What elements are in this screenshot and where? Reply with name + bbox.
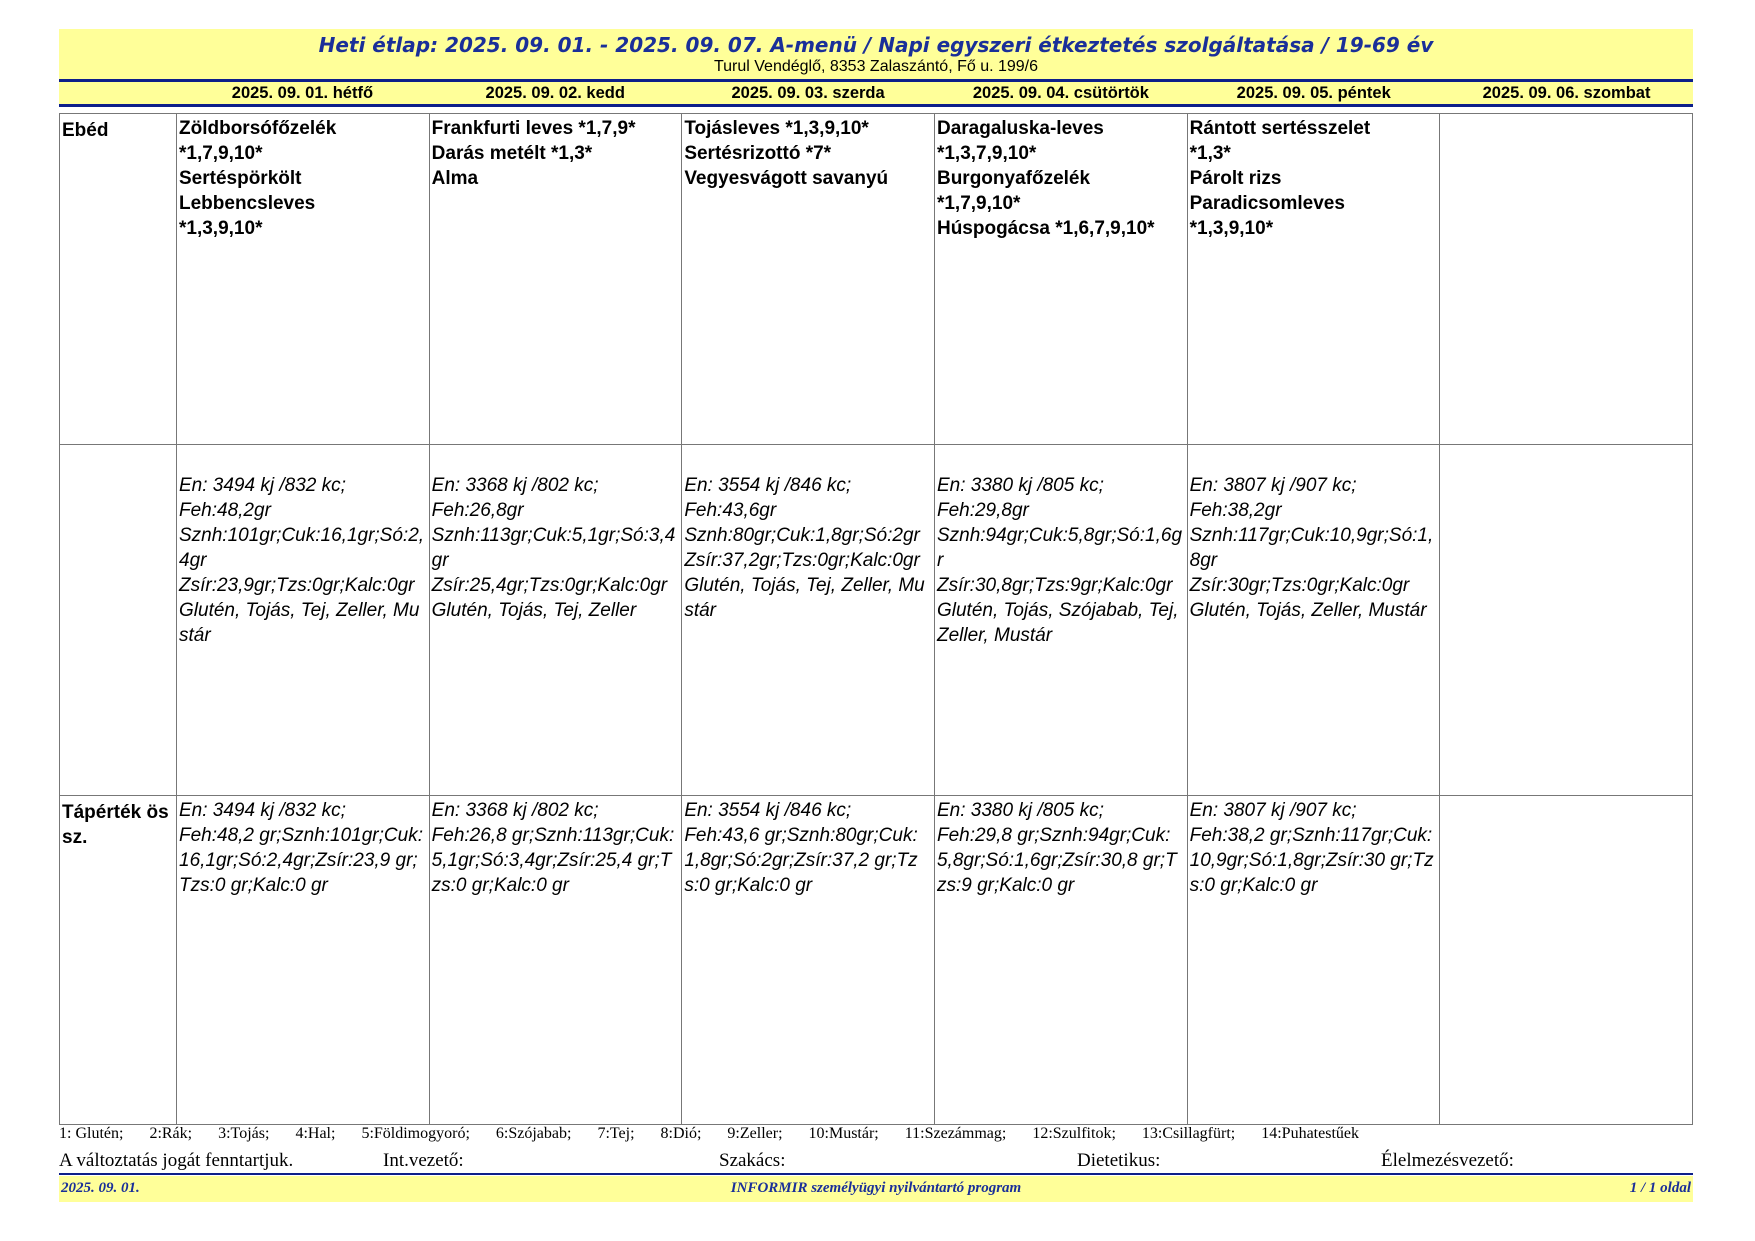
legend-item: 8:Dió; [660,1125,702,1142]
legend-item: 12:Szulfitok; [1032,1125,1116,1142]
day-header: 2025. 09. 02. kedd [485,84,625,102]
legend-item: 4:Hal; [295,1125,336,1142]
footer-date: 2025. 09. 01. [61,1180,140,1196]
menu-grid [59,113,1693,1125]
summary-cell: En: 3807 kj /907 kc; Feh:38,2 gr;Sznh:117gr;Cuk:10,9gr;Só:1,8gr;Zsír:30 gr;Tzs:0 gr;Kalc:0 gr [1187,796,1440,1125]
summary-cell [1440,796,1693,1125]
elelmezesvezeto-label: Élelmezésvezető: [1381,1150,1514,1171]
dish-cell: Frankfurti leves *1,7,9* Darás metélt *1,3* Alma [429,114,682,445]
restaurant-address: Turul Vendéglő, 8353 Zalaszántó, Fő u. 199/6 [713,58,1039,75]
legend-item: 5:Földimogyoró; [361,1125,470,1142]
footer-page-number: 1 / 1 oldal [1629,1180,1691,1196]
nutrition-row [60,445,1693,796]
legend-item: 7:Tej; [597,1125,635,1142]
footer-rule [59,1173,1693,1175]
legend-item: 9:Zeller; [727,1125,783,1142]
nutrition-cell: En: 3368 kj /802 kc; Feh:26,8gr Sznh:113gr;Cuk:5,1gr;Só:3,4gr Zsír:25,4gr;Tzs:0gr;Kalc:0gr Glutén, Tojás, Tej, Zeller [429,445,682,796]
menu-header [59,29,1693,79]
day-header: 2025. 09. 06. szombat [1482,84,1651,102]
legend-item: 11:Szezámmag; [904,1125,1007,1142]
day-header: 2025. 09. 01. hétfő [231,84,374,102]
legend-item: 14:Puhatestűek [1261,1125,1359,1142]
allergen-legend [59,1125,1693,1143]
legend-item: 13:Csillagfürt; [1141,1125,1236,1142]
day-header: 2025. 09. 04. csütörtök [972,84,1149,102]
nutrition-cell: En: 3494 kj /832 kc; Feh:48,2gr Sznh:101gr;Cuk:16,1gr;Só:2,4gr Zsír:23,9gr;Tzs:0gr;Kalc:0gr Glutén, Tojás, Tej, Zeller, Mustár [177,445,430,796]
menu-title: Heti étlap: 2025. 09. 01. - 2025. 09. 07. A-menü / Napi egyszeri étkeztetés szolgáltatása / 19-69 év [318,33,1434,57]
nutrition-cell: En: 3807 kj /907 kc; Feh:38,2gr Sznh:117gr;Cuk:10,9gr;Só:1,8gr Zsír:30gr;Tzs:0gr;Kalc:0gr Glutén, Tojás, Zeller, Mustár [1187,445,1440,796]
page-footer [59,1176,1693,1202]
lunch-label: Ebéd [60,114,177,445]
nutrition-cell: En: 3554 kj /846 kc; Feh:43,6gr Sznh:80gr;Cuk:1,8gr;Só:2gr Zsír:37,2gr;Tzs:0gr;Kalc:0gr Glutén, Tojás, Tej, Zeller, Mustár [682,445,935,796]
nutrition-cell [1440,445,1693,796]
nutrition-label-empty [60,445,177,796]
dish-cell: Rántott sertésszelet *1,3* Párolt rizs Paradicsomleves *1,3,9,10* [1187,114,1440,445]
day-headers [59,82,1693,104]
szakacs-label: Szakács: [719,1150,786,1171]
summary-cell: En: 3368 kj /802 kc; Feh:26,8 gr;Sznh:113gr;Cuk:5,1gr;Só:3,4gr;Zsír:25,4 gr;Tzs:0 gr;Kalc:0 gr [429,796,682,1125]
legend-item: 3:Tojás; [218,1125,270,1142]
dish-cell: Zöldborsófőzelék *1,7,9,10* Sertéspörkölt Lebbencsleves *1,3,9,10* [177,114,430,445]
int-vezeto-label: Int.vezető: [383,1150,464,1171]
dietetikus-label: Dietetikus: [1077,1150,1161,1171]
summary-label: Tápérték össz. [60,796,177,1125]
legend-item: 1: Glutén; [59,1125,124,1142]
menu-page [59,29,1693,1125]
rights-notice: A változtatás jogát fenntartjuk. [59,1150,294,1171]
day-header: 2025. 09. 05. péntek [1236,84,1391,102]
legend-item: 6:Szójabab; [495,1125,572,1142]
lunch-row [60,114,1693,445]
day-header-spacer [59,82,176,104]
dish-cell: Daragaluska-leves *1,3,7,9,10* Burgonyafőzelék *1,7,9,10* Húspogácsa *1,6,7,9,10* [934,114,1187,445]
signature-line [59,1150,1693,1172]
summary-cell: En: 3554 kj /846 kc; Feh:43,6 gr;Sznh:80gr;Cuk:1,8gr;Só:2gr;Zsír:37,2 gr;Tzs:0 gr;Kalc:0 gr [682,796,935,1125]
legend-item: 10:Mustár; [808,1125,879,1142]
days-rule [59,104,1693,107]
summary-cell: En: 3380 kj /805 kc; Feh:29,8 gr;Sznh:94gr;Cuk:5,8gr;Só:1,6gr;Zsír:30,8 gr;Tzs:9 gr;Kalc:0 gr [934,796,1187,1125]
day-header: 2025. 09. 03. szerda [731,84,885,102]
dish-cell [1440,114,1693,445]
nutrition-cell: En: 3380 kj /805 kc; Feh:29,8gr Sznh:94gr;Cuk:5,8gr;Só:1,6gr Zsír:30,8gr;Tzs:9gr;Kalc:0gr Glutén, Tojás, Szójabab, Tej, Zeller, Mustár [934,445,1187,796]
dish-cell: Tojásleves *1,3,9,10* Sertésrizottó *7* Vegyesvágott savanyú [682,114,935,445]
legend-item: 2:Rák; [149,1125,193,1142]
summary-row [60,796,1693,1125]
summary-cell: En: 3494 kj /832 kc; Feh:48,2 gr;Sznh:101gr;Cuk:16,1gr;Só:2,4gr;Zsír:23,9 gr;Tzs:0 gr;Kalc:0 gr [177,796,430,1125]
footer-program: INFORMIR személyügyi nyilvántartó program [730,1180,1022,1196]
